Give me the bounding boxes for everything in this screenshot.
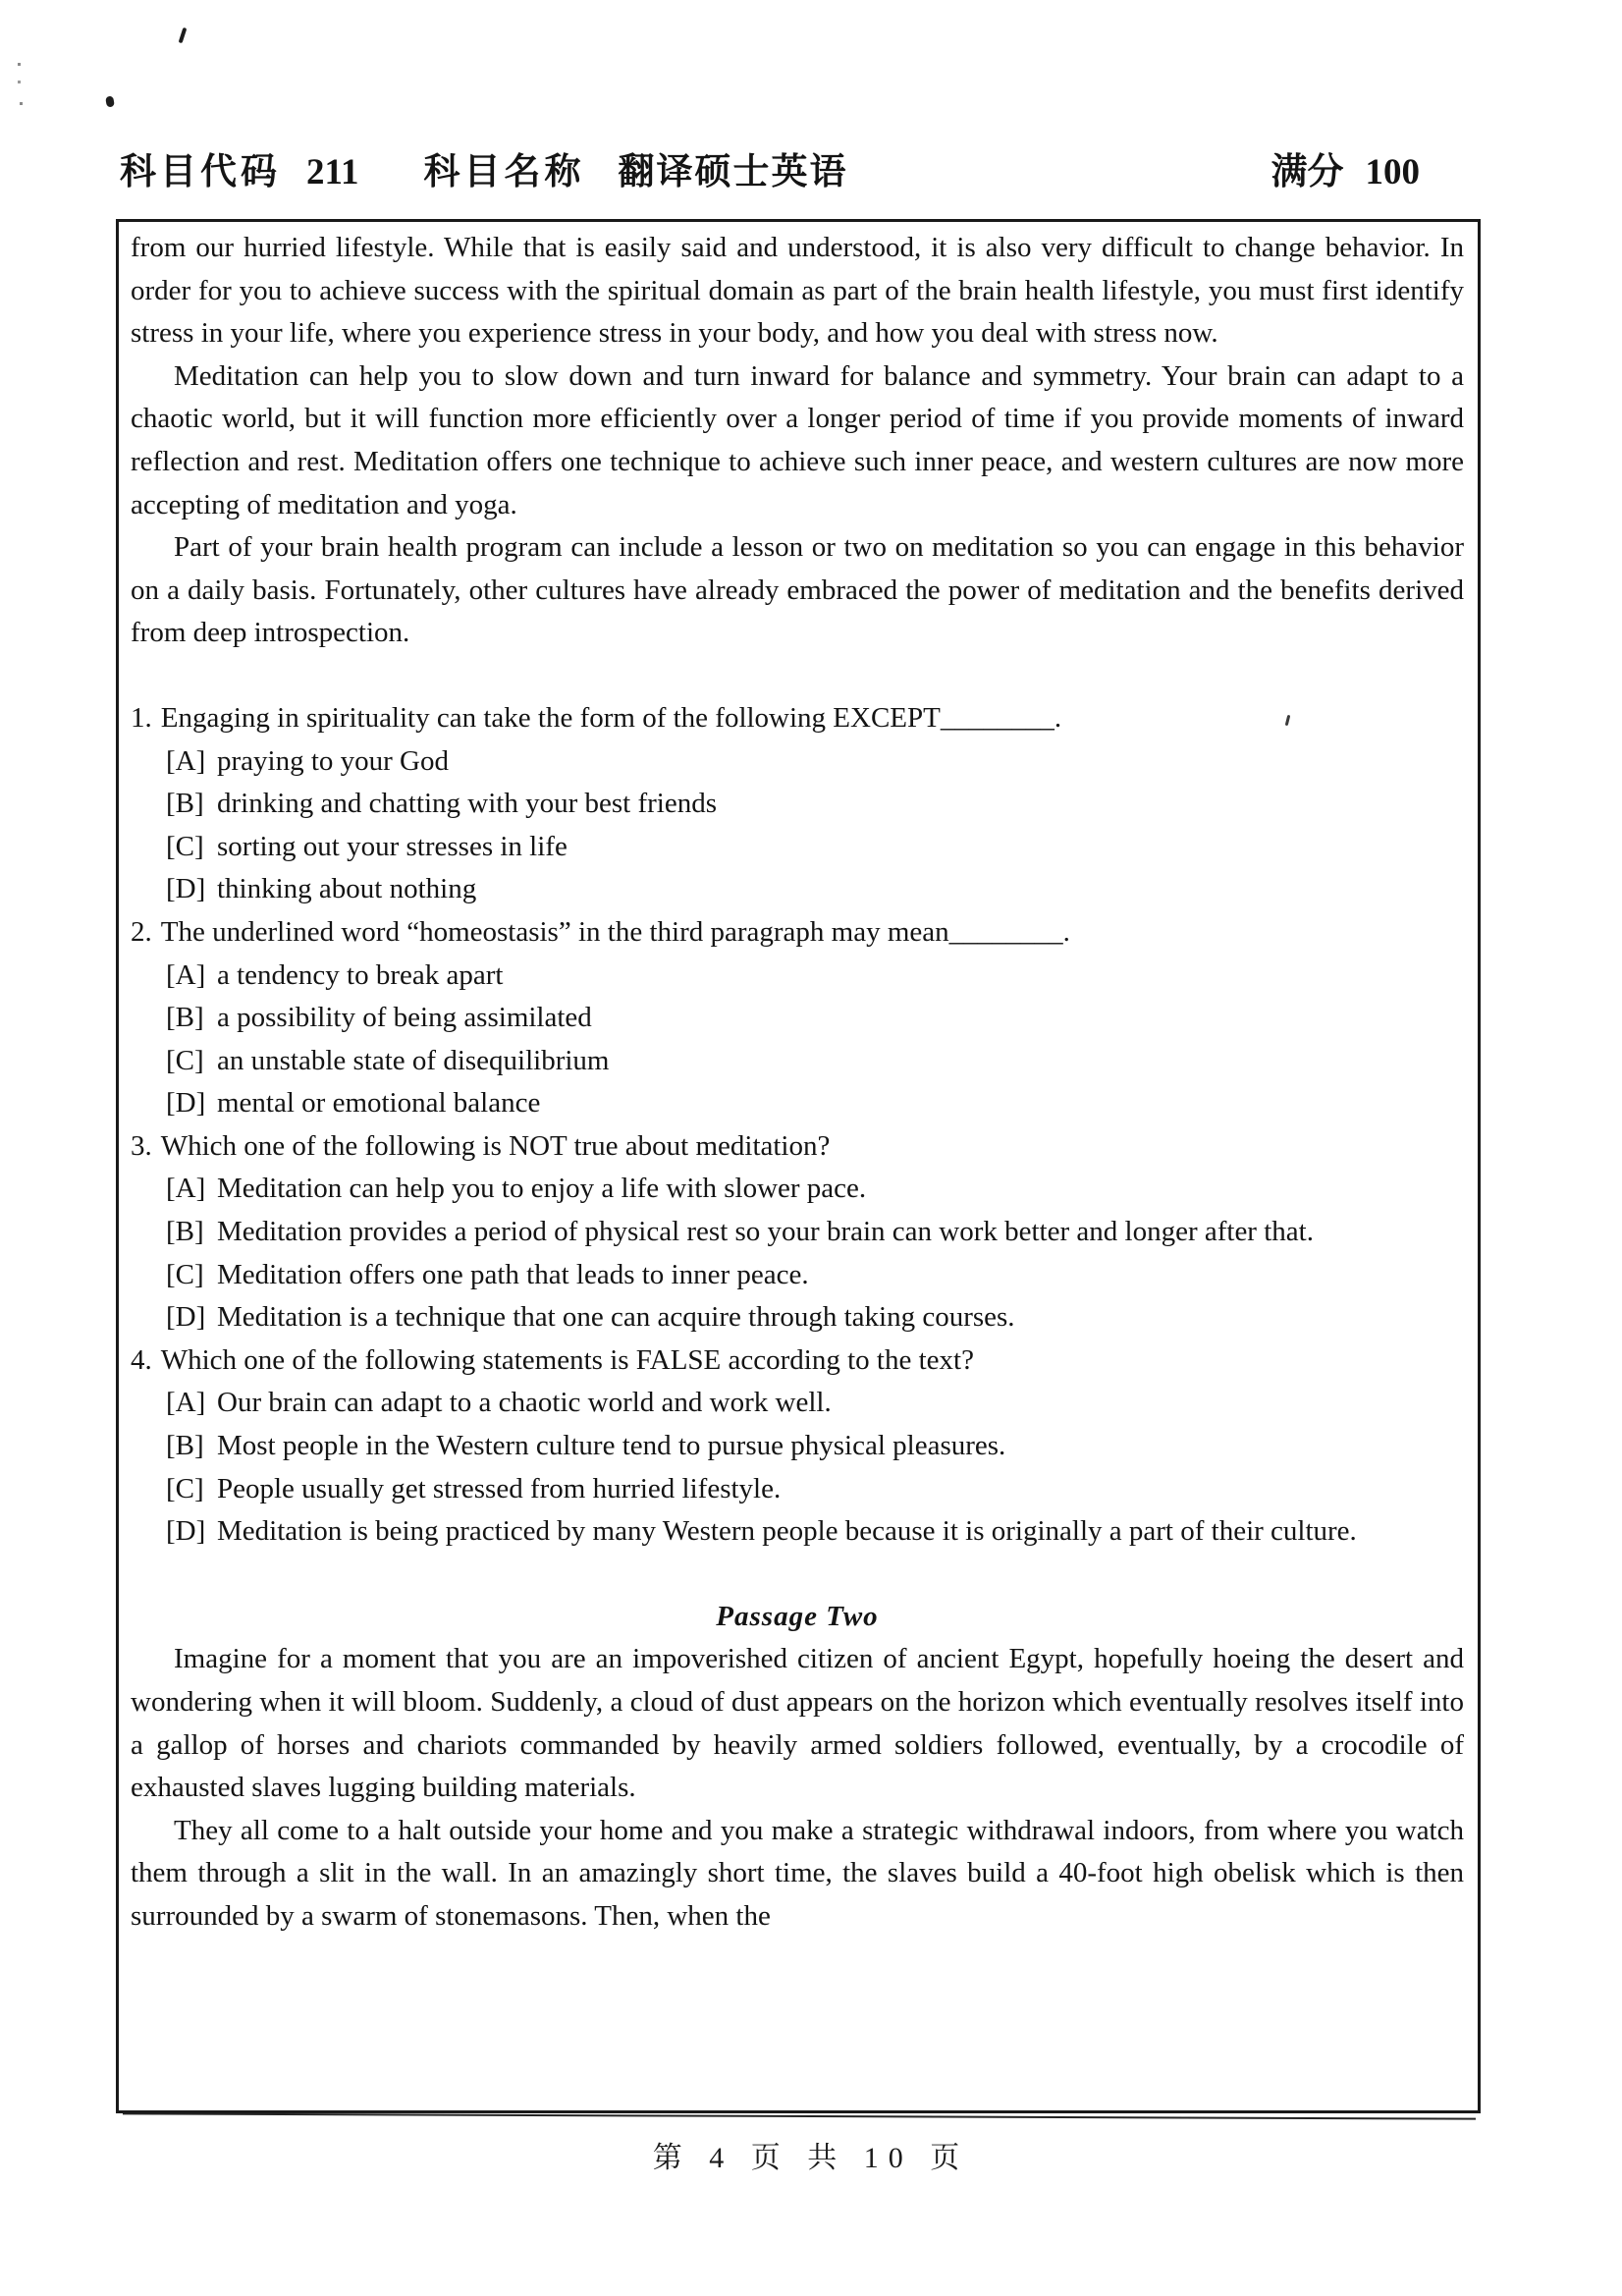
- page-number-footer: 第 4 页 共 10 页: [652, 2142, 970, 2174]
- scan-artifact-dot: [18, 81, 21, 83]
- question-stem-row: [131, 911, 1464, 955]
- option-text: a tendency to break apart: [217, 958, 504, 991]
- subject-code-label: 科目代码: [120, 152, 281, 192]
- question-stem: The underlined word “homeostasis” in the third paragraph may mean________.: [160, 915, 1070, 948]
- exam-header: [120, 147, 1504, 198]
- option-text: Meditation is a technique that one can acquire through taking courses.: [217, 1301, 1015, 1334]
- option-text: thinking about nothing: [217, 873, 477, 905]
- option-text: Most people in the Western culture tend to pursue physical pleasures.: [217, 1430, 1006, 1462]
- option-label: [A]: [166, 1387, 206, 1419]
- option-text: sorting out your stresses in life: [217, 830, 568, 862]
- subject-name-label: 科目名称: [423, 152, 585, 192]
- option-a: [166, 740, 1464, 784]
- question-stem: Engaging in spirituality can take the form of the following EXCEPT________.: [160, 701, 1062, 734]
- question-stem: Which one of the following statements is FALSE according to the text?: [160, 1343, 974, 1376]
- blank-line: [131, 1554, 1464, 1596]
- option-label: [D]: [166, 1301, 206, 1334]
- option-d: [166, 1510, 1464, 1554]
- option-text: Meditation offers one path that leads to inner peace.: [217, 1258, 809, 1290]
- option-c: [166, 826, 1464, 869]
- option-d: [166, 868, 1464, 911]
- option-text: People usually get stressed from hurried lifestyle.: [217, 1472, 782, 1504]
- option-text: Meditation can help you to enjoy a life with slower pace.: [217, 1173, 867, 1205]
- option-text: Our brain can adapt to a chaotic world and work well.: [217, 1387, 832, 1419]
- question-number: 1.: [131, 701, 152, 734]
- subject-name-value: 翻译硕士英语: [618, 152, 848, 192]
- question-stem-row: [131, 697, 1464, 740]
- option-text: Meditation is being practiced by many Western people because it is originally a part of their culture.: [217, 1515, 1357, 1548]
- option-b: [166, 1211, 1464, 1254]
- option-d: [166, 1082, 1464, 1125]
- option-label: [A]: [166, 744, 206, 777]
- option-c: [166, 1254, 1464, 1297]
- question-number: 4.: [131, 1343, 152, 1376]
- question-number: 2.: [131, 915, 152, 948]
- passage-one-paragraph: Part of your brain health program can include a lesson or two on meditation so you can engage in this behavior on a daily basis. Fortunately, other cultures have already embraced the power of meditation and the benefits derived from deep introspection.: [131, 531, 1464, 649]
- question-2: [131, 911, 1464, 1125]
- options-list: [166, 1382, 1464, 1553]
- passage-two-paragraph: Imagine for a moment that you are an impoverished citizen of ancient Egypt, hopefully hoeing the desert and wondering when it will bloom. Suddenly, a cloud of dust appears on the horizon which eventually resolves itself into a gallop of horses and chariots commanded by heavily armed soldiers followed, eventually, by a crocodile of exhausted slaves lugging building materials.: [131, 1643, 1464, 1804]
- passage-two-paragraph: They all come to a halt outside your home and you make a strategic withdrawal indoors, from where you watch them through a slit in the wall. In an amazingly short time, the slaves build a 40-foot high obelisk which is then surrounded by a swarm of stonemasons. Then, when the: [131, 1814, 1464, 1932]
- option-label: [D]: [166, 873, 206, 905]
- option-a: [166, 1382, 1464, 1425]
- option-text: praying to your God: [217, 744, 449, 777]
- option-d: [166, 1296, 1464, 1339]
- question-1: [131, 697, 1464, 911]
- option-label: [B]: [166, 1216, 204, 1248]
- option-b: [166, 783, 1464, 826]
- options-list: [166, 1168, 1464, 1339]
- full-score-value: 100: [1365, 152, 1420, 192]
- exam-content-box: [116, 219, 1481, 2113]
- option-text: drinking and chatting with your best friends: [217, 788, 718, 820]
- option-label: [C]: [166, 830, 204, 862]
- question-3: [131, 1125, 1464, 1339]
- option-label: [A]: [166, 958, 206, 991]
- question-4: [131, 1339, 1464, 1554]
- option-label: [B]: [166, 788, 204, 820]
- option-text: mental or emotional balance: [217, 1087, 541, 1120]
- option-text: an unstable state of disequilibrium: [217, 1044, 610, 1076]
- option-c: [166, 1468, 1464, 1511]
- option-text: a possibility of being assimilated: [217, 1002, 592, 1034]
- blank-line: [131, 655, 1464, 697]
- options-list: [166, 955, 1464, 1125]
- full-score-label: 满分: [1271, 152, 1344, 192]
- subject-code-value: 211: [306, 152, 359, 192]
- passage-one-paragraph: from our hurried lifestyle. While that is easily said and understood, it is also very difficult to change behavior. In order for you to achieve success with the spiritual domain as part of the brain health lifestyle, you must first identify stress in your life, where you experience stress in your body, and how you deal with stress now.: [131, 232, 1464, 350]
- option-label: [C]: [166, 1472, 204, 1504]
- passage-one-paragraph: Meditation can help you to slow down and turn inward for balance and symmetry. Your brain can adapt to a chaotic world, but it will function more efficiently over a longer period of time if you provide moments of inward reflection and rest. Meditation offers one technique to achieve such inner peace, and western cultures are now more accepting of meditation and yoga.: [131, 359, 1464, 520]
- option-label: [C]: [166, 1044, 204, 1076]
- option-b: [166, 997, 1464, 1040]
- scan-artifact-dot: [18, 63, 21, 66]
- question-number: 3.: [131, 1129, 152, 1162]
- scan-artifact-dot: [20, 102, 23, 105]
- scan-artifact-tick: [179, 27, 188, 43]
- full-score: [1271, 147, 1421, 198]
- question-stem-row: [131, 1339, 1464, 1383]
- option-label: [D]: [166, 1515, 206, 1548]
- passage-two-title: Passage Two: [716, 1600, 879, 1632]
- option-a: [166, 955, 1464, 998]
- question-stem: Which one of the following is NOT true about meditation?: [160, 1129, 831, 1162]
- option-text: Meditation provides a period of physical rest so your brain can work better and longer after that.: [217, 1216, 1314, 1248]
- option-b: [166, 1425, 1464, 1468]
- option-label: [A]: [166, 1173, 206, 1205]
- option-label: [B]: [166, 1430, 204, 1462]
- options-list: [166, 740, 1464, 911]
- scan-artifact-blob: [105, 95, 115, 107]
- option-c: [166, 1040, 1464, 1083]
- scan-artifact-bottom-line: [123, 2112, 1476, 2119]
- option-a: [166, 1168, 1464, 1211]
- question-stem-row: [131, 1125, 1464, 1169]
- option-label: [C]: [166, 1258, 204, 1290]
- option-label: [B]: [166, 1002, 204, 1034]
- option-label: [D]: [166, 1087, 206, 1120]
